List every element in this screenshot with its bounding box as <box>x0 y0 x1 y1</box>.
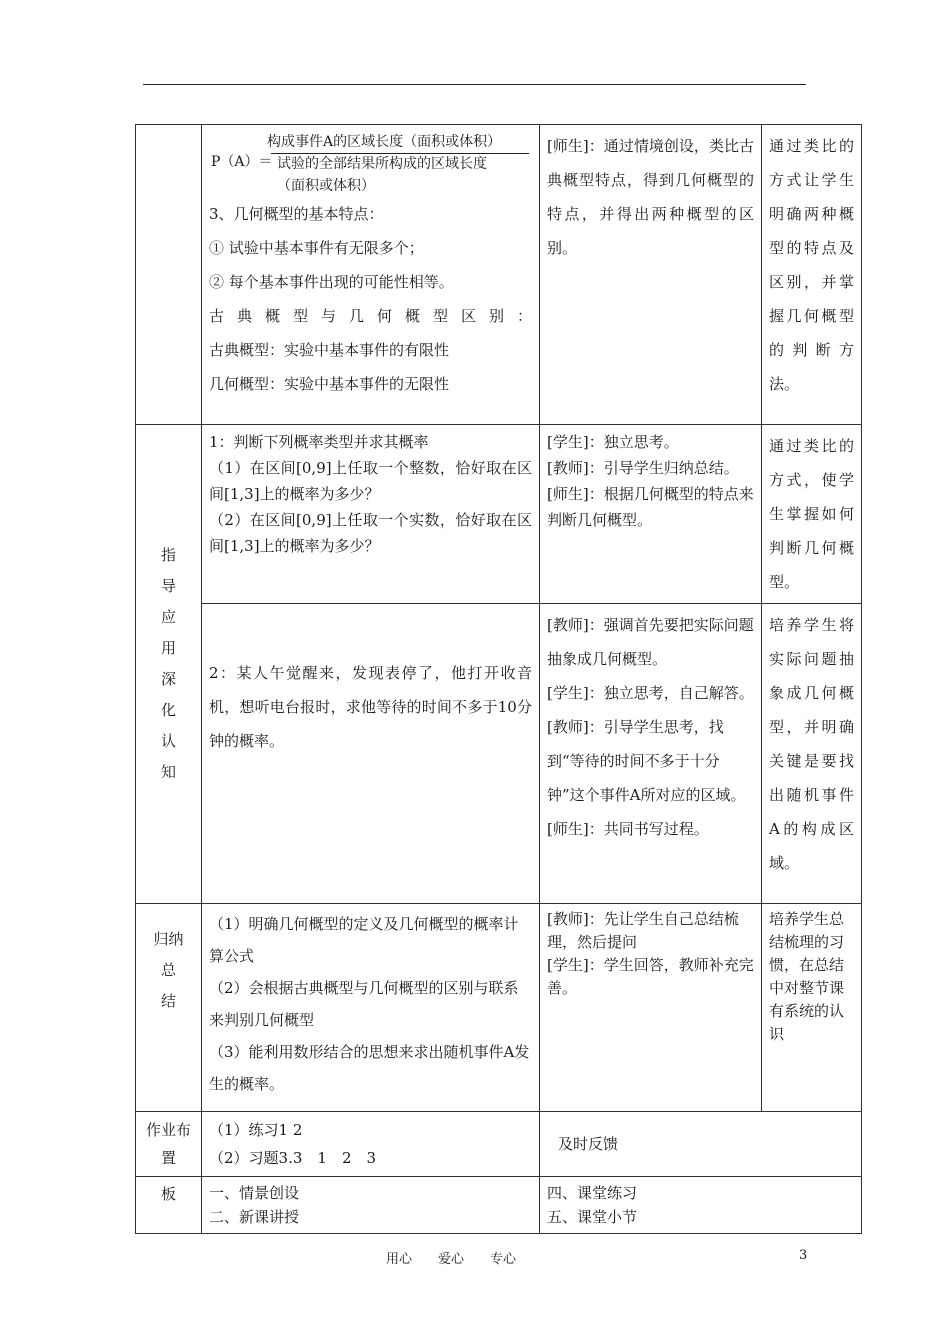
intent-cell <box>762 904 862 1112</box>
content-cell <box>202 604 540 904</box>
board-item: 二、新课讲授 <box>209 1208 300 1226</box>
homework-item: （1）练习1 2 <box>209 1121 303 1139</box>
table-row <box>136 125 862 425</box>
board-label-cell <box>136 1177 202 1234</box>
content-line: 古典概型与几何概型区别： <box>209 307 532 325</box>
activity-cell <box>540 604 762 904</box>
board-label: 板 <box>160 1185 176 1203</box>
content-line: ② 每个基本事件出现的可能性相等。 <box>209 273 454 291</box>
label-char: 导 <box>160 577 176 595</box>
content-line: 几何概型：实验中基本事件的无限性 <box>209 375 450 393</box>
formula-denominator-note: （面积或体积） <box>277 178 375 194</box>
lesson-plan-table <box>135 124 862 1234</box>
label-char: 深 <box>160 670 176 688</box>
content-cell <box>202 125 540 425</box>
row-label-cell <box>136 125 202 425</box>
homework-label-cell <box>136 1112 202 1177</box>
intent-cell <box>762 425 862 604</box>
label-char: 归纳 <box>153 930 184 948</box>
board-right-cell <box>540 1177 862 1234</box>
table-row <box>136 425 862 604</box>
label-char: 结 <box>160 992 176 1010</box>
label-char: 应 <box>160 608 176 626</box>
content-line: 古典概型：实验中基本事件的有限性 <box>209 341 450 359</box>
section-label-summary <box>143 924 194 1017</box>
content-line: （1）在区间[0,9]上任取一个整数，恰好取在区间[1,3]上的概率为多少？ <box>209 459 532 503</box>
label-char: 知 <box>160 763 176 781</box>
board-item: 五、课堂小节 <box>547 1208 638 1226</box>
header-rule <box>143 84 806 85</box>
homework-label: 作业布置 <box>145 1121 191 1167</box>
intent-text: 培养学生将实际问题抽象成几何概型，并明确关键是要找出随机事件A的构成区域。 <box>769 616 854 872</box>
content-text: 2：某人午觉醒来，发现表停了，他打开收音机，想听电台报时，求他等待的时间不多于10分钟的概率。 <box>209 664 532 750</box>
activity-text: [师生]：通过情境创设，类比古典概型特点，得到几何概型的特点，并得出两种概型的区别。 <box>547 137 754 257</box>
activity-line: [教师]：引导学生归纳总结。 <box>547 459 739 477</box>
content-cell <box>202 904 540 1112</box>
section-label-guide-apply <box>143 540 194 788</box>
content-line: （2）在区间[0,9]上任取一个实数，恰好取在区间[1,3]上的概率为多少？ <box>209 511 532 555</box>
activity-line: [教师]：强调首先要把实际问题抽象成几何概型。 <box>547 616 754 668</box>
activity-cell <box>540 125 762 425</box>
content-cell <box>202 425 540 604</box>
table-row <box>136 1177 862 1234</box>
board-left-cell <box>202 1177 540 1234</box>
feedback-cell <box>540 1112 862 1177</box>
activity-line: [教师]：引导学生思考，找到“等待的时间不多于十分钟”这个事件A所对应的区域。 <box>547 718 746 804</box>
section-label-cell <box>136 425 202 904</box>
activity-cell <box>540 904 762 1112</box>
table-row <box>136 604 862 904</box>
label-char: 指 <box>160 546 176 564</box>
activity-line: [学生]：独立思考，自己解答。 <box>547 684 754 702</box>
activity-line: [教师]：先让学生自己总结梳理，然后提问 <box>547 910 739 951</box>
homework-cell <box>202 1112 540 1177</box>
feedback-text: 及时反馈 <box>558 1135 619 1153</box>
label-char: 化 <box>160 701 176 719</box>
intent-text: 通过类比的方式让学生明确两种概型的特点及区别，并掌握几何概型的判断方法。 <box>769 137 854 393</box>
activity-line: [学生]：独立思考。 <box>547 433 679 451</box>
activity-line: [学生]：学生回答，教师补充完善。 <box>547 956 754 997</box>
formula-denominator: 试验的全部结果所构成的区域长度 <box>277 156 487 172</box>
label-char: 用 <box>160 639 176 657</box>
table-row <box>136 904 862 1112</box>
intent-cell <box>762 604 862 904</box>
table-row <box>136 1112 862 1177</box>
label-char: 总 <box>160 961 176 979</box>
label-char: 认 <box>160 732 176 750</box>
content-line: 3、几何概型的基本特点： <box>209 205 384 223</box>
homework-item: （2）习题3.3 1 2 3 <box>209 1149 377 1167</box>
content-line: （1）明确几何概型的定义及几何概型的概率计算公式 <box>209 915 519 965</box>
activity-line: [师生]：共同书写过程。 <box>547 820 709 838</box>
intent-text: 通过类比的方式，使学生掌握如何判断几何概型。 <box>769 437 854 591</box>
content-line: 1：判断下列概率类型并求其概率 <box>209 433 429 451</box>
content-line: （3）能利用数形结合的思想来求出随机事件A发生的概率。 <box>209 1043 530 1093</box>
content-line: ① 试验中基本事件有无限多个； <box>209 239 424 257</box>
footer-motto: 用心 爱心 专心 <box>386 1252 517 1267</box>
board-item: 一、情景创设 <box>209 1184 300 1202</box>
activity-line: [师生]：根据几何概型的特点来判断几何概型。 <box>547 485 754 529</box>
content-line: （2）会根据古典概型与几何概型的区别与联系来判别几何概型 <box>209 979 519 1029</box>
intent-text: 培养学生总结梳理的习惯，在总结中对整节课有系统的认识 <box>769 910 845 1043</box>
formula-lhs: P（A）＝ <box>211 154 273 170</box>
activity-cell <box>540 425 762 604</box>
board-item: 四、课堂练习 <box>547 1184 638 1202</box>
intent-cell <box>762 125 862 425</box>
section-label-cell <box>136 904 202 1112</box>
formula-numerator: 构成事件A的区域长度（面积或体积） <box>267 134 502 150</box>
probability-formula <box>209 129 532 197</box>
page-number: 3 <box>799 1248 808 1263</box>
